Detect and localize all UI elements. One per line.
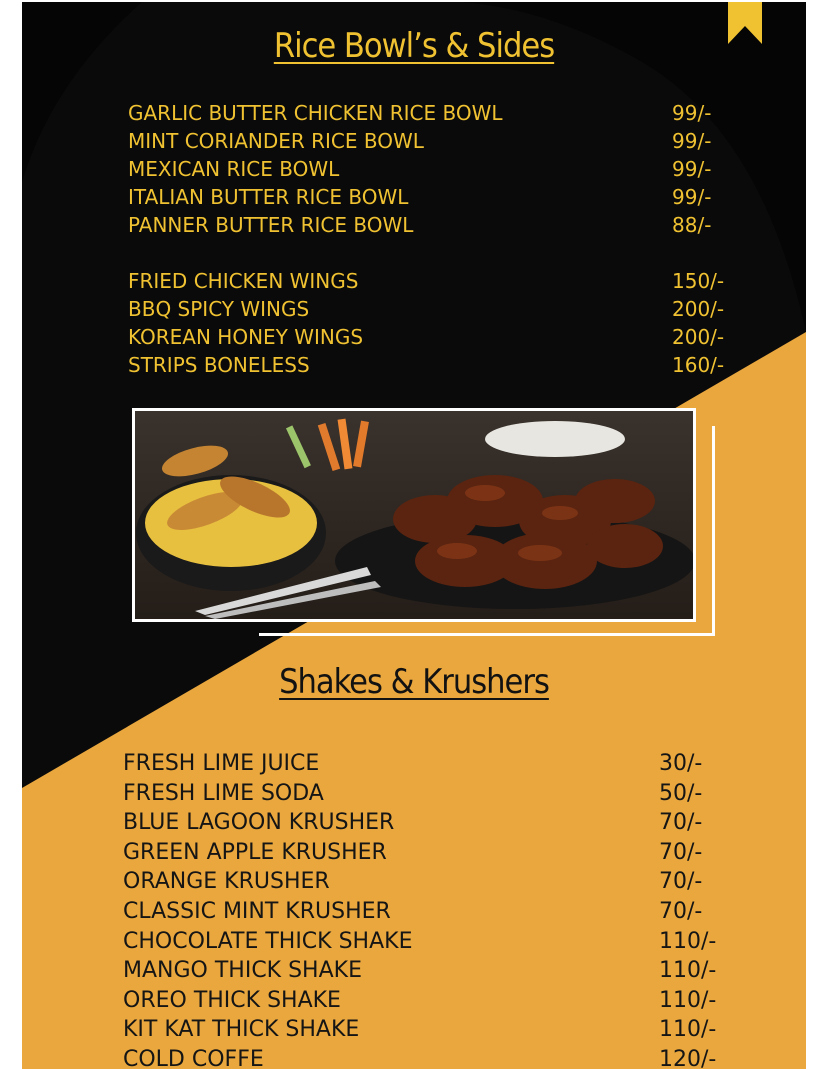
menu-item-price: 70/- [659,869,703,895]
menu-item [123,958,743,988]
menu-page [22,2,806,1069]
menu-item [128,353,748,381]
menu-item-name: OREO THICK SHAKE [123,987,341,1013]
menu-item-price: 110/- [659,958,717,984]
menu-item-name: MINT CORIANDER RICE BOWL [128,129,424,153]
menu-item-name: STRIPS BONELESS [128,353,310,377]
menu-item [123,781,743,811]
menu-item [128,101,748,129]
decorative-frame-line [712,426,715,636]
menu-item-price: 110/- [659,987,717,1013]
menu-item-name: ITALIAN BUTTER RICE BOWL [128,185,409,209]
shakes-menu-list [123,751,743,1069]
menu-item [123,988,743,1018]
menu-item-price: 70/- [659,898,703,924]
menu-item-name: BLUE LAGOON KRUSHER [123,810,395,836]
menu-item-price: 150/- [672,269,725,293]
menu-item [128,129,748,157]
wings-and-rice-illustration [135,411,693,619]
menu-item-name: FRESH LIME SODA [123,780,324,806]
rice-bowls-heading: Rice Bowl’s & Sides [273,26,555,66]
menu-item-name: CLASSIC MINT KRUSHER [123,898,391,924]
menu-item-name: ORANGE KRUSHER [123,869,330,895]
menu-item-price: 120/- [659,1046,717,1069]
menu-item-price: 70/- [659,839,703,865]
menu-item [128,325,748,353]
menu-item-name: MANGO THICK SHAKE [123,958,362,984]
menu-item [123,899,743,929]
menu-item [128,185,748,213]
menu-item-price: 110/- [659,1017,717,1043]
menu-item-price: 200/- [672,325,725,349]
menu-item [128,157,748,185]
menu-item-price: 30/- [659,751,703,776]
menu-item-price: 99/- [672,129,712,153]
menu-item [123,929,743,959]
menu-item-name: KIT KAT THICK SHAKE [123,1017,360,1043]
menu-item-price: 160/- [672,353,725,377]
menu-item [123,1047,743,1069]
menu-item-name: MEXICAN RICE BOWL [128,157,340,181]
decorative-frame-line [259,633,715,636]
menu-item-price: 50/- [659,780,703,806]
rice-bowls-menu-list [128,101,748,381]
menu-item [128,297,748,325]
menu-item [128,269,748,297]
menu-item-price: 88/- [672,213,712,237]
menu-item-price: 70/- [659,810,703,836]
menu-item [123,869,743,899]
menu-item [123,810,743,840]
menu-item-name: CHOCOLATE THICK SHAKE [123,928,413,954]
menu-item-name: FRESH LIME JUICE [123,751,320,776]
shakes-krushers-heading: Shakes & Krushers [279,662,549,702]
menu-item-name: GREEN APPLE KRUSHER [123,839,387,865]
menu-item-name: KOREAN HONEY WINGS [128,325,364,349]
food-photo [132,408,696,622]
menu-item [123,1017,743,1047]
menu-item-name: PANNER BUTTER RICE BOWL [128,213,414,237]
menu-item-name: BBQ SPICY WINGS [128,297,310,321]
menu-item-price: 200/- [672,297,725,321]
menu-item-price: 110/- [659,928,717,954]
menu-item-name: FRIED CHICKEN WINGS [128,269,359,293]
menu-item-price: 99/- [672,101,712,125]
menu-item-price: 99/- [672,157,712,181]
menu-spacer [128,241,748,269]
menu-item-price: 99/- [672,185,712,209]
menu-item [123,751,743,781]
menu-item-name: GARLIC BUTTER CHICKEN RICE BOWL [128,101,503,125]
menu-item [123,840,743,870]
menu-item-name: COLD COFFE [123,1046,264,1069]
menu-item [128,213,748,241]
